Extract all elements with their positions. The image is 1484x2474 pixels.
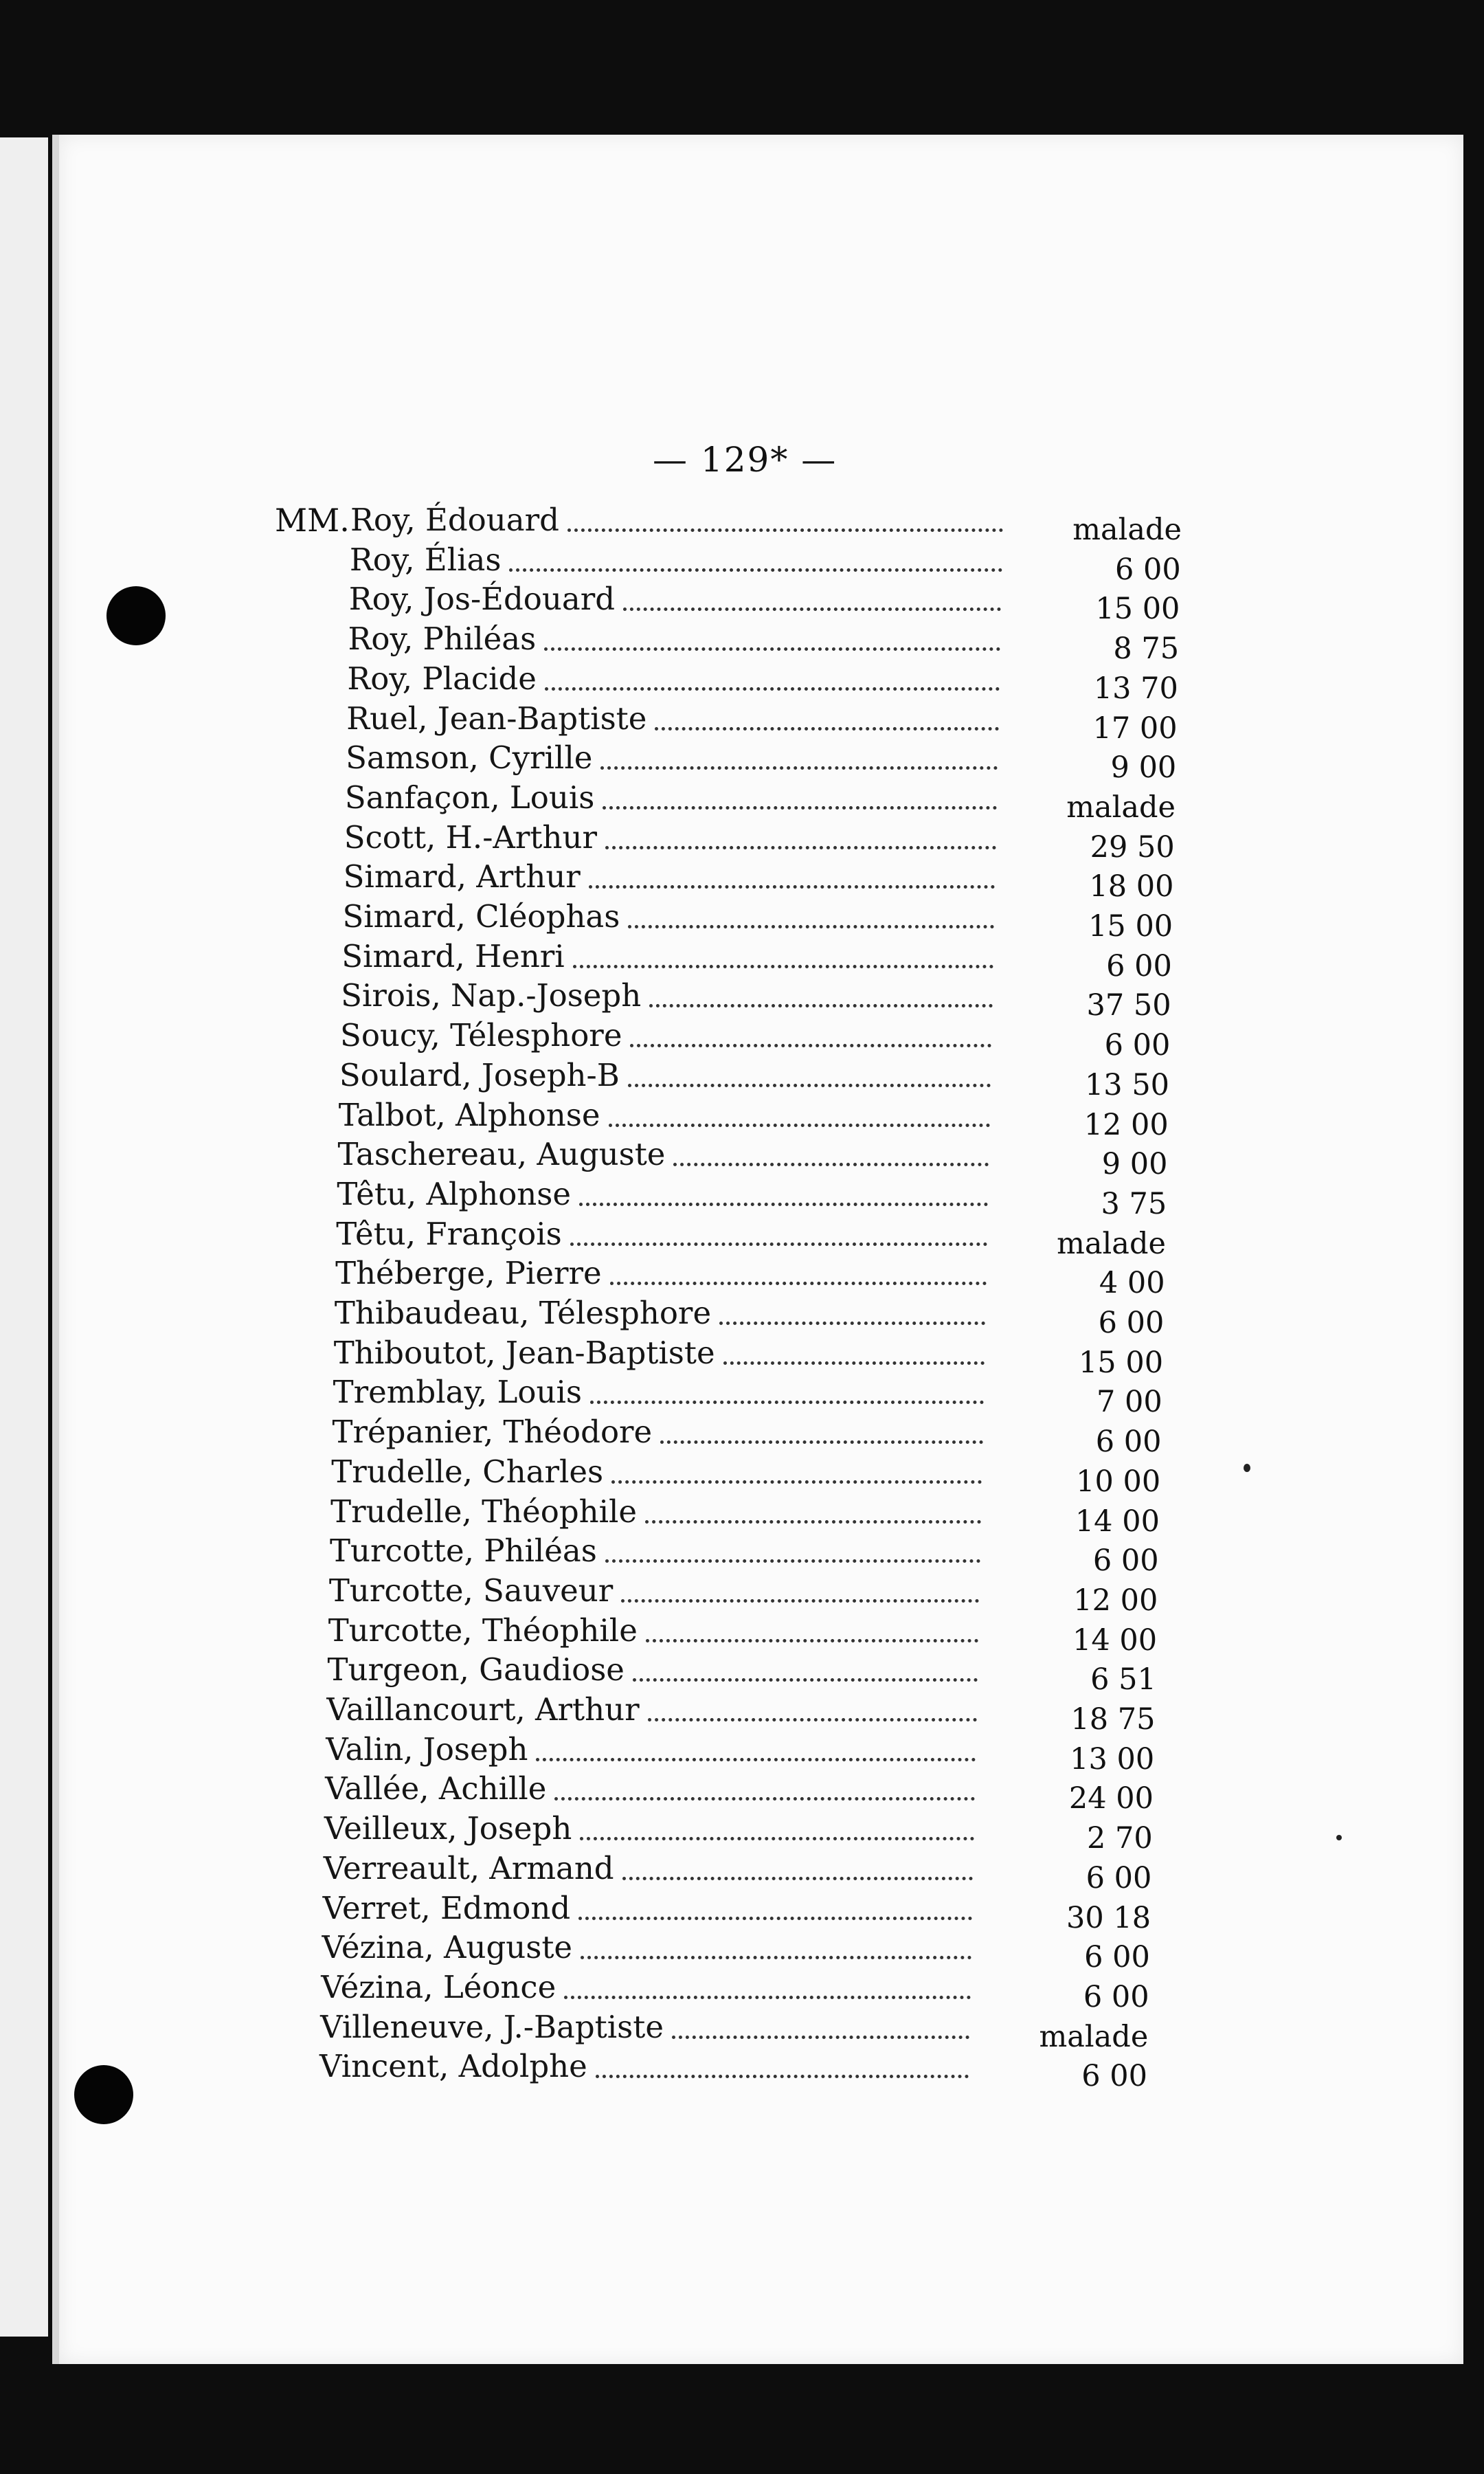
leader-dots (649, 999, 992, 1007)
amount-value: 6 00 (1095, 1425, 1162, 1460)
person-name: Veilleux, Joseph (324, 1810, 572, 1847)
leader-dots (648, 1713, 977, 1721)
leader-dots (611, 1475, 982, 1484)
amount-value: 6 00 (1106, 948, 1172, 983)
amount-value: malade (1066, 790, 1176, 825)
person-name: Roy, Placide (347, 660, 537, 697)
person-name: Talbot, Alphonse (338, 1096, 600, 1133)
person-name: Turcotte, Philéas (330, 1533, 597, 1570)
person-name: Vallée, Achille (325, 1770, 547, 1807)
amount-value: 15 00 (1088, 909, 1173, 944)
amount-value: 9 00 (1101, 1147, 1168, 1182)
person-name: Théberge, Pierre (335, 1255, 602, 1292)
leader-dots (545, 682, 1000, 691)
leader-dots (581, 1950, 971, 1959)
person-name: Roy, Élias (349, 541, 502, 578)
amount-value: 37 50 (1086, 988, 1171, 1023)
amount-value: 2 70 (1086, 1821, 1153, 1856)
binding-hole (74, 2065, 133, 2124)
amount-value: 8 75 (1113, 632, 1180, 667)
amount-value: malade (1057, 1226, 1166, 1261)
page-number: — 129* — (653, 440, 837, 480)
leader-dots (570, 1237, 987, 1246)
leader-dots (605, 840, 996, 849)
leader-dots (628, 920, 994, 928)
amount-value: 12 00 (1083, 1107, 1169, 1142)
person-name: Soulard, Joseph-B (339, 1056, 620, 1093)
person-name: Tremblay, Louis (333, 1374, 582, 1411)
leader-dots (564, 1990, 970, 1999)
amount-value: 15 00 (1095, 592, 1180, 627)
person-name: Roy, Jos-Édouard (348, 581, 616, 618)
person-name: Ruel, Jean-Baptiste (346, 700, 647, 737)
leader-dots (578, 1911, 972, 1920)
amount-value: 6 00 (1081, 2059, 1147, 2094)
person-name: Vézina, Léonce (321, 1968, 556, 2005)
person-name: Vincent, Adolphe (319, 2048, 587, 2085)
amount-value: 13 00 (1070, 1741, 1155, 1776)
amount-value: 3 75 (1101, 1186, 1167, 1221)
leader-dots (630, 1038, 991, 1047)
leader-dots (633, 1673, 978, 1682)
leader-dots (623, 602, 1001, 611)
person-name: Soucy, Télesphore (340, 1017, 622, 1054)
person-name: Turcotte, Théophile (328, 1612, 638, 1649)
amount-value: 24 00 (1068, 1781, 1154, 1816)
ink-speck (1244, 1464, 1250, 1472)
amount-value: 6 00 (1086, 1860, 1152, 1895)
amount-value: 17 00 (1092, 711, 1178, 746)
amount-value: 6 51 (1090, 1662, 1156, 1697)
leader-dots (567, 523, 1003, 532)
amount-value: 4 00 (1099, 1266, 1165, 1301)
leader-dots (609, 1118, 990, 1127)
leader-dots (579, 1197, 988, 1206)
person-name: Scott, H.-Arthur (344, 818, 597, 856)
person-name: Trudelle, Théophile (330, 1493, 638, 1530)
amount-value: 10 00 (1076, 1464, 1161, 1499)
honorific-prefix: MM. (275, 502, 350, 539)
person-name: Sanfaçon, Louis (344, 779, 595, 816)
leader-dots (573, 959, 993, 968)
person-name: Roy, Édouard (350, 502, 559, 538)
leader-dots (589, 880, 996, 889)
leader-dots (590, 1395, 984, 1404)
amount-value: 13 70 (1093, 671, 1178, 706)
amount-value: 18 75 (1070, 1702, 1156, 1737)
leader-dots (719, 1316, 985, 1325)
person-name: Trudelle, Charles (331, 1453, 604, 1490)
person-name: Valin, Joseph (326, 1730, 528, 1768)
leader-dots (596, 2069, 969, 2078)
person-name: Têtu, Alphonse (337, 1175, 571, 1212)
amount-value: 30 18 (1066, 1900, 1151, 1935)
amount-value: 6 00 (1092, 1544, 1159, 1579)
person-name: Villeneuve, J.-Baptiste (320, 2008, 664, 2045)
amount-value: 13 50 (1084, 1067, 1170, 1102)
amount-value: 6 00 (1114, 552, 1181, 587)
amount-value: 6 00 (1083, 1979, 1149, 2014)
amount-value: 29 50 (1090, 829, 1175, 865)
leader-dots (660, 1435, 982, 1444)
leader-dots (509, 563, 1002, 572)
amount-value: 15 00 (1078, 1345, 1164, 1380)
leader-dots (672, 2030, 969, 2039)
leader-dots (554, 1792, 975, 1801)
leader-dots (622, 1871, 974, 1880)
amount-value: 6 00 (1104, 1028, 1171, 1063)
person-name: Verret, Edmond (322, 1889, 571, 1926)
person-name: Sirois, Nap.-Joseph (341, 977, 642, 1014)
ink-speck (1336, 1835, 1342, 1840)
person-name: Trépanier, Théodore (332, 1414, 653, 1451)
binding-hole (106, 586, 166, 645)
person-name: Simard, Henri (341, 937, 565, 974)
amount-value: 9 00 (1110, 750, 1177, 785)
leader-dots (655, 722, 998, 731)
person-name: Turcotte, Sauveur (328, 1572, 614, 1609)
leader-dots (646, 1634, 978, 1642)
person-name: Verreault, Armand (323, 1849, 614, 1886)
amount-value: 14 00 (1072, 1623, 1158, 1658)
leader-dots (544, 642, 1000, 651)
person-name: Turgeon, Gaudiose (327, 1651, 625, 1689)
leader-dots (610, 1276, 987, 1285)
leader-dots (603, 801, 997, 810)
person-name: Taschereau, Auguste (337, 1136, 666, 1173)
leader-dots (536, 1752, 976, 1761)
leader-dots (645, 1515, 981, 1524)
leader-dots (673, 1157, 989, 1166)
leader-dots (628, 1078, 991, 1087)
person-name: Thibaudeau, Télesphore (334, 1295, 712, 1331)
leader-dots (600, 761, 998, 770)
leader-dots (723, 1356, 985, 1365)
person-name: Thiboutot, Jean-Baptiste (333, 1334, 715, 1371)
amount-value: malade (1039, 2019, 1149, 2054)
amount-value: 6 00 (1098, 1306, 1165, 1340)
person-name: Vaillancourt, Arthur (326, 1691, 640, 1728)
amount-value: 14 00 (1075, 1504, 1160, 1539)
person-name: Vézina, Auguste (322, 1929, 573, 1966)
amount-value: 6 00 (1084, 1940, 1150, 1975)
leader-dots (580, 1831, 974, 1840)
person-name: Roy, Philéas (348, 621, 537, 658)
leader-dots (621, 1594, 979, 1603)
person-name: Simard, Arthur (343, 858, 581, 895)
person-name: Simard, Cléophas (342, 898, 620, 935)
person-name: Têtu, François (336, 1215, 562, 1252)
amount-value: 7 00 (1097, 1385, 1162, 1420)
amount-value: 18 00 (1089, 869, 1174, 904)
previous-page-edge (0, 137, 48, 2337)
amount-value: malade (1072, 513, 1182, 547)
leader-dots (605, 1554, 980, 1563)
person-name: Samson, Cyrille (346, 739, 593, 777)
amount-value: 12 00 (1073, 1583, 1158, 1618)
